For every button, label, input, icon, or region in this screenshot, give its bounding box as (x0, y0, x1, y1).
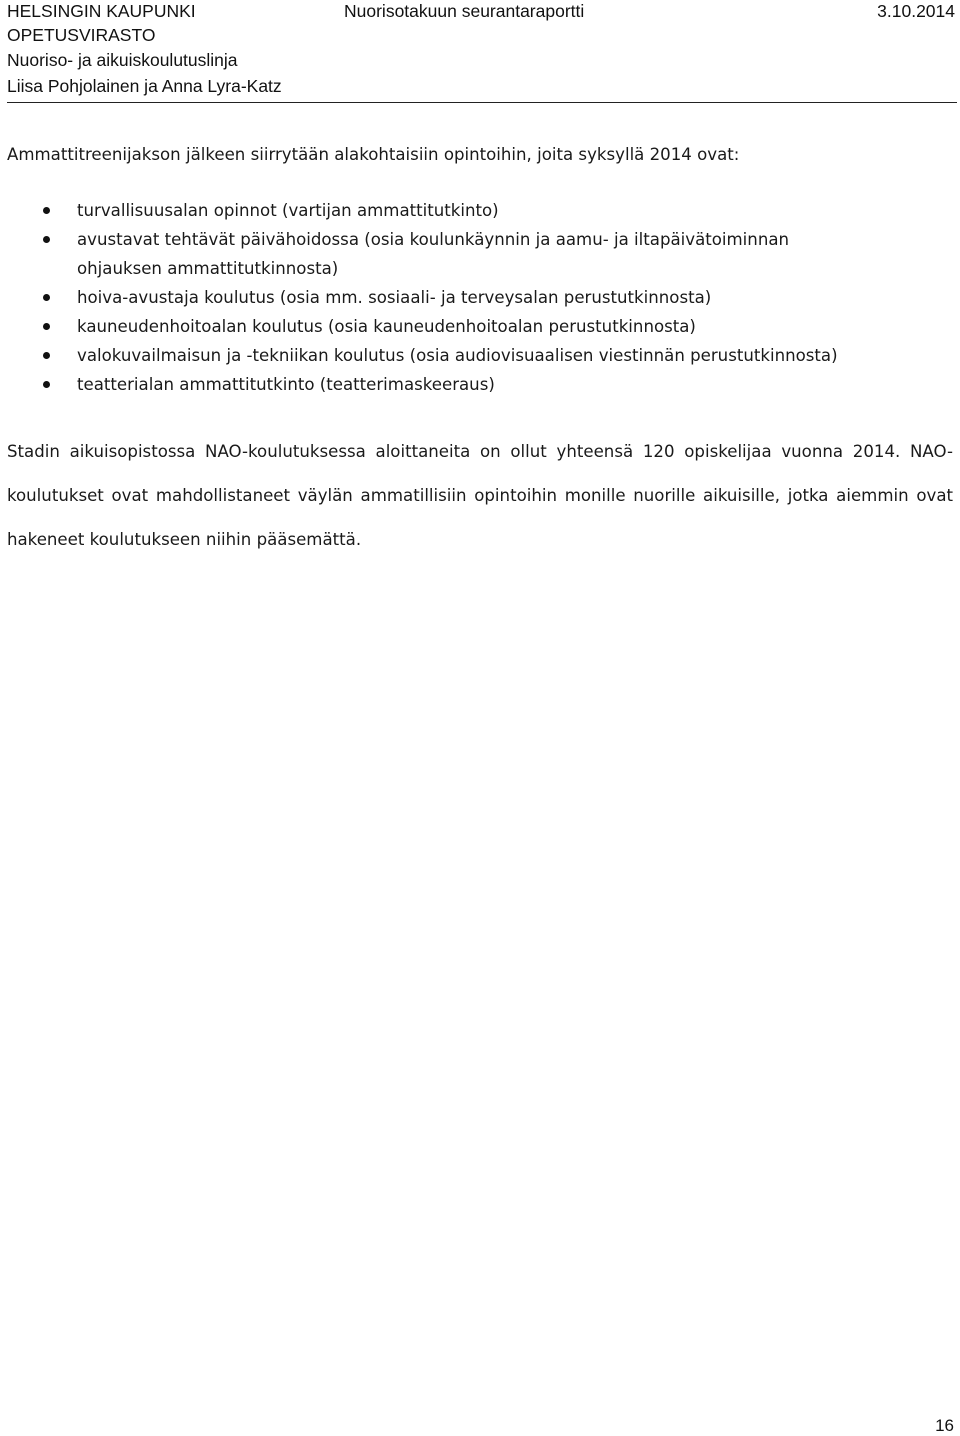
bullet-icon (43, 207, 50, 214)
bullet-icon (43, 381, 50, 388)
list-item-text: teatterialan ammattitutkinto (teatterimaskeeraus) (77, 375, 495, 394)
list-item-text: kauneudenhoitoalan koulutus (osia kauneudenhoitoalan perustutkinnosta) (77, 317, 696, 336)
list-item-text: ohjauksen ammattitutkinnosta) (77, 259, 339, 278)
list-item-continuation (0, 254, 960, 283)
list-item-text: avustavat tehtävät päivähoidossa (osia koulunkäynnin ja aamu- ja iltapäivätoiminnan (77, 230, 790, 249)
summary-paragraph: Stadin aikuisopistossa NAO-koulutuksessa aloittaneita on ollut yhteensä 120 opiskelijaa vuonna 2014. NAO-koulutukset ovat mahdollistaneet väylän ammatillisiin opintoihin monille nuorille aikuisille, jotka aiemmin ovat hakeneet koulutukseen niihin pääsemättä. (7, 442, 953, 549)
header-authors: Liisa Pohjolainen ja Anna Lyra-Katz (7, 76, 282, 96)
list-item (0, 312, 960, 341)
bullet-icon (43, 294, 50, 301)
list-item (0, 341, 960, 370)
header-department: OPETUSVIRASTO (7, 25, 156, 45)
header-unit: Nuoriso- ja aikuiskoulutuslinja (7, 50, 238, 70)
page-number: 16 (935, 1416, 954, 1435)
bullet-icon (43, 352, 50, 359)
list-item (0, 283, 960, 312)
list-item (0, 225, 960, 254)
bullet-icon (43, 323, 50, 330)
page-header (7, 0, 957, 103)
header-date: 3.10.2014 (877, 1, 955, 21)
list-item (0, 370, 960, 399)
list-item-text: turvallisuusalan opinnot (vartijan ammattitutkinto) (77, 201, 499, 220)
header-organization: HELSINGIN KAUPUNKI (7, 1, 196, 21)
bullet-icon (43, 236, 50, 243)
list-item-text: valokuvailmaisun ja -tekniikan koulutus (osia audiovisuaalisen viestinnän perustutkinnosta) (77, 346, 838, 365)
header-report-title: Nuorisotakuun seurantaraportti (344, 1, 585, 21)
list-item-text: hoiva-avustaja koulutus (osia mm. sosiaali- ja terveysalan perustutkinnosta) (77, 288, 712, 307)
list-item (0, 196, 960, 225)
intro-text: Ammattitreenijakson jälkeen siirrytään alakohtaisiin opintoihin, joita syksyllä 2014 ovat: (7, 145, 740, 164)
course-list (0, 196, 960, 399)
